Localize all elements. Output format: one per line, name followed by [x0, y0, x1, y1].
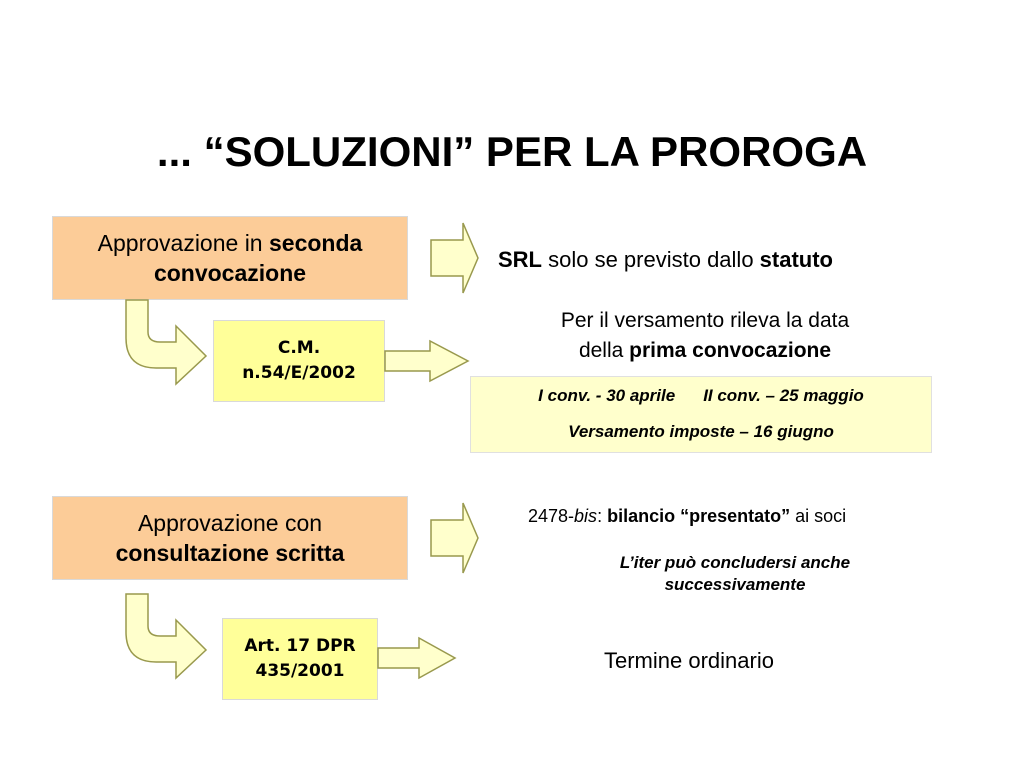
payment-note-line1: Per il versamento rileva la data	[560, 309, 850, 332]
written-consultation-bold: consultazione scritta	[115, 540, 345, 566]
srl-statute-text	[498, 247, 938, 273]
second-convocation-box	[52, 216, 408, 300]
tax-payment-date: Versamento imposte – 16 giugno	[568, 422, 834, 441]
statute-label: statuto	[759, 247, 833, 272]
second-convocation-prefix: Approvazione in	[97, 230, 269, 256]
second-convocation-line1	[53, 228, 407, 258]
payment-note	[500, 306, 910, 366]
iter-line2: successivamente	[664, 575, 806, 594]
right-arrow-2	[430, 502, 480, 574]
right-arrow-1	[430, 222, 480, 294]
cm-line1: C.M.	[277, 338, 321, 358]
art-line1: Art. 17 DPR	[244, 636, 356, 656]
bilancio-presentato: bilancio “presentato”	[607, 506, 791, 526]
curved-arrow-2	[120, 592, 210, 682]
code-colon: :	[597, 506, 608, 526]
code-2478: 2478-	[528, 506, 575, 526]
first-convocation-date: I conv. - 30 aprile	[538, 386, 676, 405]
iter-line1: L’iter può concludersi anche	[619, 553, 851, 572]
srl-mid: solo se previsto dallo	[542, 247, 760, 272]
payment-note-prefix: della	[578, 339, 630, 362]
second-convocation-bold2: convocazione	[153, 260, 307, 286]
page-title: ... “SOLUZIONI” PER LA PROROGA	[156, 128, 868, 175]
cm-line2: n.54/E/2002	[242, 363, 356, 383]
payment-note-bold: prima convocazione	[629, 339, 832, 362]
second-convocation-bold1: seconda	[269, 230, 363, 256]
srl-label: SRL	[498, 247, 542, 272]
code-bis: bis	[574, 506, 598, 526]
iter-note	[560, 552, 910, 596]
bilancio-text	[528, 506, 958, 527]
art-arrow	[377, 637, 457, 679]
ordinary-term: Termine ordinario	[604, 648, 774, 673]
written-consultation-box	[52, 496, 408, 580]
curved-arrow-1	[120, 298, 210, 388]
payment-note-line2	[500, 336, 910, 366]
art-line2: 435/2001	[255, 661, 345, 681]
ai-soci: ai soci	[790, 506, 847, 526]
second-convocation-date: II conv. – 25 maggio	[703, 386, 864, 405]
cm-box	[213, 320, 385, 402]
art-dpr-box	[222, 618, 378, 700]
cm-arrow	[384, 340, 470, 382]
dates-conv-row	[471, 385, 931, 407]
dates-box	[470, 376, 932, 453]
written-consultation-line1: Approvazione con	[137, 510, 323, 536]
